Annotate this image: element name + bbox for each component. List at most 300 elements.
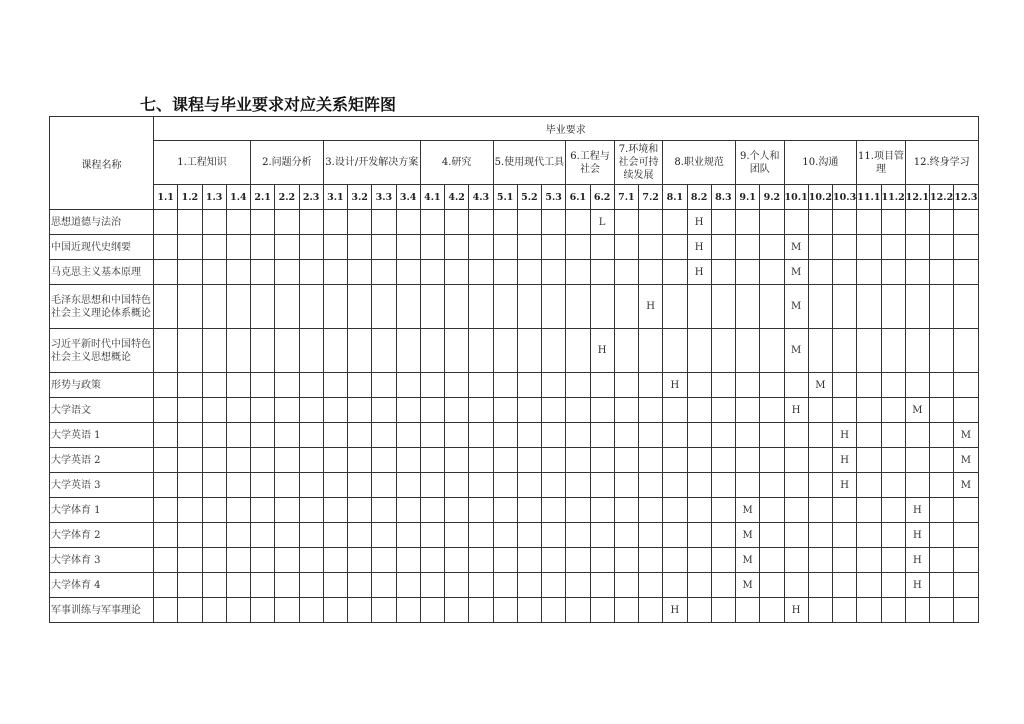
matrix-cell-11-1 (857, 448, 881, 473)
matrix-cell-12-2 (930, 329, 954, 373)
matrix-cell-12-3 (954, 398, 978, 423)
matrix-cell-3-1 (323, 210, 347, 235)
matrix-cell-4-2 (445, 373, 469, 398)
matrix-cell-3-1 (323, 235, 347, 260)
matrix-cell-12-3 (954, 498, 978, 523)
matrix-cell-5-1 (493, 329, 517, 373)
matrix-cell-1-2 (178, 285, 202, 329)
matrix-cell-3-3 (372, 498, 396, 523)
matrix-cell-1-1 (154, 523, 178, 548)
matrix-cell-1-2 (178, 548, 202, 573)
matrix-cell-11-2 (881, 373, 905, 398)
requirement-group-header: 10.沟通 (784, 141, 857, 185)
table-row (50, 329, 979, 373)
matrix-cell-10-2 (808, 573, 832, 598)
matrix-cell-10-2: M (808, 373, 832, 398)
matrix-cell-3-2 (348, 235, 372, 260)
matrix-cell-3-3 (372, 548, 396, 573)
matrix-cell-2-3 (299, 235, 323, 260)
matrix-cell-4-1 (420, 329, 444, 373)
matrix-cell-7-1 (614, 235, 638, 260)
matrix-cell-4-2 (445, 423, 469, 448)
matrix-cell-5-2 (517, 285, 541, 329)
requirement-sub-header: 7.2 (639, 185, 663, 210)
matrix-cell-8-2 (687, 285, 711, 329)
matrix-cell-4-2 (445, 573, 469, 598)
matrix-cell-3-1 (323, 448, 347, 473)
matrix-cell-2-1 (251, 573, 275, 598)
matrix-cell-2-1 (251, 235, 275, 260)
matrix-cell-8-1 (663, 523, 687, 548)
matrix-cell-2-2 (275, 373, 299, 398)
matrix-cell-5-2 (517, 573, 541, 598)
matrix-cell-8-3 (711, 423, 735, 448)
matrix-cell-3-2 (348, 573, 372, 598)
requirement-sub-header: 6.1 (566, 185, 590, 210)
matrix-cell-5-1 (493, 548, 517, 573)
matrix-cell-3-3 (372, 423, 396, 448)
matrix-cell-9-2 (760, 498, 784, 523)
matrix-cell-9-1: M (736, 573, 760, 598)
requirement-sub-header: 1.2 (178, 185, 202, 210)
matrix-cell-3-2 (348, 598, 372, 623)
matrix-cell-1-4 (226, 523, 250, 548)
matrix-cell-10-2 (808, 473, 832, 498)
matrix-cell-4-2 (445, 498, 469, 523)
matrix-cell-10-3 (833, 523, 857, 548)
matrix-cell-6-1 (566, 285, 590, 329)
matrix-cell-6-1 (566, 598, 590, 623)
matrix-cell-2-2 (275, 598, 299, 623)
matrix-cell-11-1 (857, 373, 881, 398)
table-row (50, 523, 979, 548)
matrix-cell-2-2 (275, 398, 299, 423)
matrix-cell-7-2 (639, 598, 663, 623)
matrix-cell-4-3 (469, 210, 493, 235)
course-name-cell: 大学体育 4 (50, 573, 154, 598)
matrix-cell-5-2 (517, 210, 541, 235)
requirement-sub-header: 8.3 (711, 185, 735, 210)
matrix-cell-7-1 (614, 260, 638, 285)
matrix-cell-1-3 (202, 498, 226, 523)
matrix-cell-11-2 (881, 523, 905, 548)
requirement-sub-header: 10.2 (808, 185, 832, 210)
matrix-cell-1-1 (154, 573, 178, 598)
matrix-cell-6-1 (566, 423, 590, 448)
matrix-cell-12-3 (954, 285, 978, 329)
matrix-cell-3-3 (372, 235, 396, 260)
matrix-cell-6-2 (590, 285, 614, 329)
matrix-cell-7-2 (639, 423, 663, 448)
matrix-cell-11-2 (881, 285, 905, 329)
matrix-cell-12-1 (905, 598, 929, 623)
matrix-cell-3-4 (396, 523, 420, 548)
matrix-cell-1-3 (202, 260, 226, 285)
matrix-cell-1-1 (154, 373, 178, 398)
matrix-cell-2-3 (299, 423, 323, 448)
matrix-cell-9-1: M (736, 548, 760, 573)
matrix-cell-8-1 (663, 235, 687, 260)
requirement-group-header: 12.终身学习 (905, 141, 978, 185)
matrix-cell-3-3 (372, 373, 396, 398)
matrix-cell-10-3 (833, 235, 857, 260)
matrix-cell-2-2 (275, 423, 299, 448)
matrix-cell-1-4 (226, 398, 250, 423)
matrix-cell-8-3 (711, 235, 735, 260)
matrix-cell-3-1 (323, 373, 347, 398)
matrix-cell-5-3 (542, 398, 566, 423)
requirement-sub-header: 1.3 (202, 185, 226, 210)
matrix-cell-2-1 (251, 548, 275, 573)
matrix-cell-7-1 (614, 573, 638, 598)
table-row (50, 235, 979, 260)
matrix-cell-3-4 (396, 373, 420, 398)
requirement-sub-header: 2.3 (299, 185, 323, 210)
matrix-cell-8-1 (663, 548, 687, 573)
matrix-cell-6-2: H (590, 329, 614, 373)
matrix-cell-12-3 (954, 260, 978, 285)
matrix-cell-10-1 (784, 448, 808, 473)
matrix-cell-2-1 (251, 210, 275, 235)
matrix-cell-10-1: H (784, 398, 808, 423)
matrix-cell-7-2 (639, 448, 663, 473)
matrix-cell-1-3 (202, 598, 226, 623)
matrix-cell-2-3 (299, 498, 323, 523)
matrix-cell-9-1 (736, 285, 760, 329)
matrix-cell-6-2 (590, 448, 614, 473)
matrix-cell-1-1 (154, 423, 178, 448)
matrix-cell-6-2: L (590, 210, 614, 235)
matrix-cell-8-1: H (663, 598, 687, 623)
course-name-cell: 大学体育 3 (50, 548, 154, 573)
matrix-cell-6-1 (566, 235, 590, 260)
matrix-cell-3-4 (396, 573, 420, 598)
table-row (50, 473, 979, 498)
matrix-cell-1-1 (154, 329, 178, 373)
requirement-sub-header: 6.2 (590, 185, 614, 210)
matrix-cell-1-2 (178, 210, 202, 235)
matrix-cell-12-3: M (954, 473, 978, 498)
requirement-sub-header: 4.1 (420, 185, 444, 210)
requirement-sub-header: 10.3 (833, 185, 857, 210)
matrix-cell-1-4 (226, 329, 250, 373)
matrix-cell-8-1 (663, 573, 687, 598)
matrix-cell-5-1 (493, 473, 517, 498)
matrix-cell-8-3 (711, 473, 735, 498)
matrix-cell-12-3 (954, 573, 978, 598)
matrix-cell-4-2 (445, 473, 469, 498)
page-title: 七、课程与毕业要求对应关系矩阵图 (140, 95, 397, 114)
requirement-sub-header: 1.1 (154, 185, 178, 210)
matrix-cell-11-2 (881, 473, 905, 498)
matrix-cell-9-2 (760, 473, 784, 498)
matrix-cell-7-1 (614, 473, 638, 498)
matrix-cell-2-1 (251, 423, 275, 448)
matrix-cell-1-4 (226, 473, 250, 498)
matrix-cell-8-1 (663, 473, 687, 498)
matrix-cell-10-1: M (784, 235, 808, 260)
matrix-cell-3-3 (372, 329, 396, 373)
matrix-cell-11-2 (881, 329, 905, 373)
matrix-cell-7-1 (614, 373, 638, 398)
matrix-cell-12-2 (930, 548, 954, 573)
requirement-sub-header: 9.2 (760, 185, 784, 210)
requirement-group-header: 1.工程知识 (154, 141, 251, 185)
matrix-cell-3-4 (396, 598, 420, 623)
matrix-cell-1-4 (226, 548, 250, 573)
matrix-cell-7-2 (639, 210, 663, 235)
requirement-group-header: 2.问题分析 (251, 141, 324, 185)
matrix-cell-4-1 (420, 573, 444, 598)
matrix-cell-12-1: H (905, 498, 929, 523)
matrix-cell-2-1 (251, 498, 275, 523)
matrix-cell-3-4 (396, 329, 420, 373)
matrix-cell-10-3 (833, 598, 857, 623)
matrix-cell-12-3 (954, 373, 978, 398)
matrix-cell-12-2 (930, 598, 954, 623)
matrix-cell-1-2 (178, 423, 202, 448)
matrix-cell-8-3 (711, 210, 735, 235)
matrix-cell-2-2 (275, 548, 299, 573)
matrix-cell-10-2 (808, 598, 832, 623)
matrix-cell-12-2 (930, 398, 954, 423)
matrix-cell-3-2 (348, 210, 372, 235)
matrix-cell-6-2 (590, 573, 614, 598)
matrix-cell-11-2 (881, 260, 905, 285)
matrix-cell-5-1 (493, 373, 517, 398)
matrix-cell-10-1 (784, 423, 808, 448)
matrix-cell-12-1 (905, 448, 929, 473)
matrix-cell-9-2 (760, 523, 784, 548)
matrix-cell-8-3 (711, 329, 735, 373)
course-name-cell: 大学英语 1 (50, 423, 154, 448)
matrix-cell-3-3 (372, 210, 396, 235)
matrix-cell-10-1: M (784, 329, 808, 373)
matrix-cell-1-2 (178, 235, 202, 260)
matrix-cell-5-3 (542, 260, 566, 285)
matrix-cell-3-1 (323, 573, 347, 598)
matrix-cell-7-2 (639, 573, 663, 598)
requirement-sub-header: 3.4 (396, 185, 420, 210)
matrix-cell-1-3 (202, 373, 226, 398)
matrix-cell-5-1 (493, 498, 517, 523)
matrix-cell-2-2 (275, 573, 299, 598)
matrix-cell-1-1 (154, 235, 178, 260)
matrix-cell-1-1 (154, 398, 178, 423)
matrix-cell-4-1 (420, 448, 444, 473)
matrix-cell-1-3 (202, 398, 226, 423)
matrix-cell-4-1 (420, 235, 444, 260)
matrix-cell-2-1 (251, 260, 275, 285)
matrix-cell-12-2 (930, 210, 954, 235)
matrix-cell-7-1 (614, 210, 638, 235)
matrix-cell-10-3: H (833, 473, 857, 498)
matrix-cell-4-1 (420, 373, 444, 398)
matrix-cell-10-2 (808, 260, 832, 285)
matrix-cell-5-3 (542, 573, 566, 598)
course-name-header: 课程名称 (50, 117, 154, 210)
matrix-cell-10-3: H (833, 448, 857, 473)
requirement-sub-header: 3.2 (348, 185, 372, 210)
matrix-cell-3-2 (348, 329, 372, 373)
matrix-cell-3-2 (348, 548, 372, 573)
matrix-cell-12-2 (930, 260, 954, 285)
course-requirement-matrix (49, 116, 979, 623)
matrix-cell-1-1 (154, 448, 178, 473)
matrix-cell-4-2 (445, 260, 469, 285)
matrix-cell-4-2 (445, 598, 469, 623)
matrix-cell-9-2 (760, 210, 784, 235)
matrix-cell-12-1: M (905, 398, 929, 423)
matrix-cell-3-1 (323, 498, 347, 523)
matrix-cell-10-3 (833, 285, 857, 329)
matrix-cell-3-4 (396, 235, 420, 260)
matrix-cell-7-1 (614, 285, 638, 329)
matrix-cell-1-4 (226, 260, 250, 285)
matrix-cell-6-1 (566, 329, 590, 373)
requirement-group-header: 11.项目管理 (857, 141, 906, 185)
matrix-cell-10-1: M (784, 260, 808, 285)
matrix-cell-6-1 (566, 523, 590, 548)
matrix-cell-10-3 (833, 210, 857, 235)
matrix-cell-6-2 (590, 398, 614, 423)
matrix-cell-2-2 (275, 329, 299, 373)
requirement-group-header: 9.个人和团队 (736, 141, 785, 185)
requirement-sub-header: 11.2 (881, 185, 905, 210)
matrix-cell-6-2 (590, 523, 614, 548)
matrix-cell-1-3 (202, 285, 226, 329)
matrix-cell-3-2 (348, 523, 372, 548)
matrix-cell-7-2 (639, 548, 663, 573)
course-name-cell: 大学体育 2 (50, 523, 154, 548)
matrix-cell-10-1 (784, 473, 808, 498)
matrix-cell-2-1 (251, 329, 275, 373)
matrix-cell-2-2 (275, 260, 299, 285)
matrix-cell-11-1 (857, 235, 881, 260)
matrix-cell-4-2 (445, 210, 469, 235)
matrix-cell-10-3 (833, 373, 857, 398)
matrix-cell-5-3 (542, 448, 566, 473)
matrix-cell-5-3 (542, 598, 566, 623)
course-name-cell: 军事训练与军事理论 (50, 598, 154, 623)
matrix-cell-1-2 (178, 473, 202, 498)
course-name-cell: 大学英语 3 (50, 473, 154, 498)
requirement-group-header: 3.设计/开发解决方案 (323, 141, 420, 185)
matrix-cell-9-2 (760, 598, 784, 623)
matrix-cell-4-2 (445, 285, 469, 329)
requirement-sub-header: 12.1 (905, 185, 929, 210)
matrix-cell-4-1 (420, 523, 444, 548)
matrix-cell-8-1 (663, 210, 687, 235)
matrix-cell-8-2 (687, 423, 711, 448)
matrix-cell-12-1 (905, 473, 929, 498)
matrix-cell-1-4 (226, 448, 250, 473)
matrix-cell-6-1 (566, 548, 590, 573)
matrix-cell-5-2 (517, 398, 541, 423)
matrix-cell-12-2 (930, 423, 954, 448)
matrix-cell-10-1: H (784, 598, 808, 623)
course-name-cell: 中国近现代史纲要 (50, 235, 154, 260)
matrix-cell-3-4 (396, 210, 420, 235)
requirement-sub-header: 3.3 (372, 185, 396, 210)
matrix-cell-10-3 (833, 260, 857, 285)
matrix-cell-12-1: H (905, 573, 929, 598)
matrix-cell-12-2 (930, 285, 954, 329)
matrix-cell-10-2 (808, 498, 832, 523)
matrix-cell-8-1 (663, 448, 687, 473)
matrix-cell-10-1 (784, 548, 808, 573)
matrix-cell-9-1 (736, 398, 760, 423)
matrix-cell-9-2 (760, 329, 784, 373)
matrix-cell-10-1 (784, 523, 808, 548)
matrix-cell-11-1 (857, 548, 881, 573)
requirement-sub-header: 2.1 (251, 185, 275, 210)
matrix-cell-4-1 (420, 210, 444, 235)
matrix-cell-3-1 (323, 285, 347, 329)
matrix-cell-2-3 (299, 329, 323, 373)
course-name-cell: 大学英语 2 (50, 448, 154, 473)
matrix-cell-6-1 (566, 573, 590, 598)
course-name-cell: 形势与政策 (50, 373, 154, 398)
matrix-cell-2-3 (299, 548, 323, 573)
matrix-cell-9-2 (760, 548, 784, 573)
matrix-cell-1-2 (178, 260, 202, 285)
table-row (50, 598, 979, 623)
table-row (50, 210, 979, 235)
matrix-cell-1-3 (202, 210, 226, 235)
matrix-cell-7-1 (614, 498, 638, 523)
matrix-cell-10-2 (808, 285, 832, 329)
matrix-cell-8-3 (711, 260, 735, 285)
matrix-cell-6-2 (590, 498, 614, 523)
matrix-cell-5-1 (493, 235, 517, 260)
matrix-cell-8-2: H (687, 235, 711, 260)
matrix-cell-10-1 (784, 498, 808, 523)
matrix-cell-3-3 (372, 473, 396, 498)
matrix-cell-11-2 (881, 598, 905, 623)
matrix-cell-4-3 (469, 423, 493, 448)
matrix-cell-5-1 (493, 285, 517, 329)
matrix-cell-9-1 (736, 423, 760, 448)
matrix-cell-5-3 (542, 285, 566, 329)
matrix-cell-11-2 (881, 235, 905, 260)
requirement-sub-header: 5.3 (542, 185, 566, 210)
matrix-cell-4-1 (420, 498, 444, 523)
matrix-cell-5-2 (517, 235, 541, 260)
graduation-requirements-header: 毕业要求 (154, 117, 979, 141)
table-row (50, 285, 979, 329)
matrix-cell-9-2 (760, 573, 784, 598)
matrix-cell-10-3 (833, 398, 857, 423)
matrix-cell-9-1 (736, 448, 760, 473)
matrix-cell-4-3 (469, 398, 493, 423)
matrix-cell-2-2 (275, 498, 299, 523)
matrix-cell-7-2 (639, 473, 663, 498)
matrix-cell-1-4 (226, 373, 250, 398)
matrix-cell-3-3 (372, 398, 396, 423)
matrix-cell-9-2 (760, 373, 784, 398)
matrix-cell-11-1 (857, 260, 881, 285)
matrix-cell-4-1 (420, 598, 444, 623)
matrix-cell-1-4 (226, 235, 250, 260)
requirement-sub-header: 2.2 (275, 185, 299, 210)
matrix-cell-11-1 (857, 423, 881, 448)
matrix-cell-3-1 (323, 598, 347, 623)
matrix-cell-2-1 (251, 523, 275, 548)
matrix-cell-3-1 (323, 473, 347, 498)
matrix-cell-1-2 (178, 523, 202, 548)
matrix-cell-4-1 (420, 473, 444, 498)
